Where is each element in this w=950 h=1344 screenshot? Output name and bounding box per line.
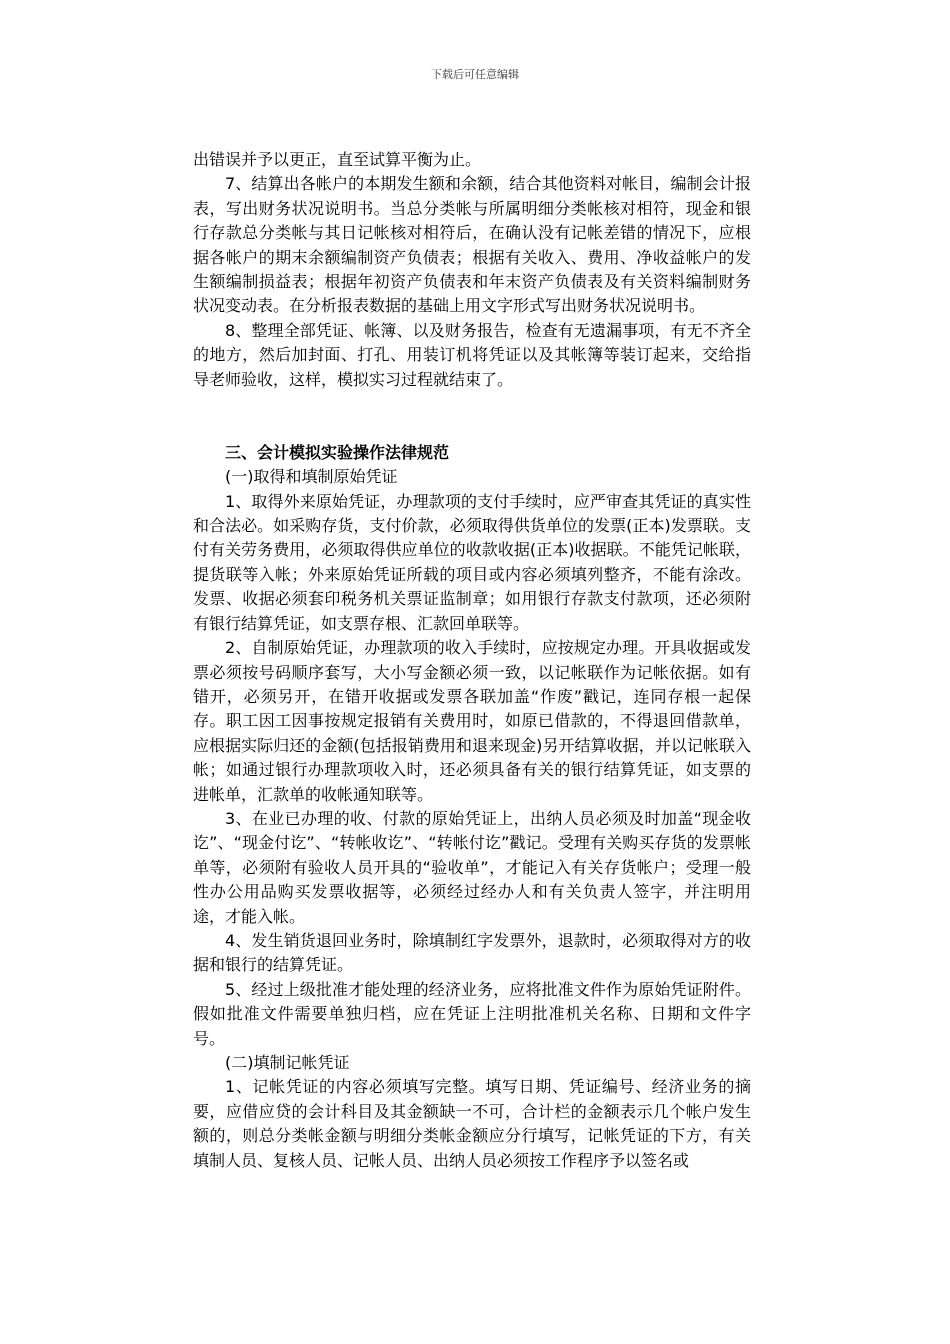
paragraph-1-4: 4、发生销货退回业务时，除填制红字发票外，退款时，必须取得对方的收据和银行的结算凭证。 (193, 930, 751, 975)
page-header-note: 下载后可任意编辑 (431, 68, 519, 81)
paragraph-item-8: 8、整理全部凭证、帐簿、以及财务报告，检查有无遗漏事项，有无不齐全的地方，然后加封面、打孔、用装订机将凭证以及其帐簿等装订起来，交给指导老师验收，这样，模拟实习过程就结束了。 (193, 320, 751, 389)
paragraph-1-5: 5、经过上级批准才能处理的经济业务，应将批准文件作为原始凭证附件。假如批准文件需要单独归档，应在凭证上注明批准机关名称、日期和文件字号。 (193, 979, 751, 1048)
paragraph-1-3: 3、在业已办理的收、付款的原始凭证上，出纳人员必须及时加盖“现金收讫”、“现金付讫”、“转帐收讫”、“转帐付讫”戳记。受理有关购买存货的发票帐单等，必须附有验收人员开具的“验收单”，才能记入有关存货帐户；受理一般性办公用品购买发票收据等，必须经过经办人和有关负责人签字，并注明用途，才能入帐。 (193, 808, 751, 926)
paragraph-continuation: 出错误并予以更正，直至试算平衡为止。 (193, 150, 482, 169)
document-body (193, 148, 751, 1173)
paragraph-1-2: 2、自制原始凭证，办理款项的收入手续时，应按规定办理。开具收据或发票必须按号码顺序套写，大小写金额必须一致，以记帐联作为记帐依据。如有错开，必须另开，在错开收据或发票各联加盖“作废”戳记，连同存根一起保存。职工因工因事按规定报销有关费用时，如原已借款的，不得退回借款单，应根据实际归还的金额(包括报销费用和退来现金)另开结算收据，并以记帐联入帐；如通过银行办理款项收入时，还必须具备有关的银行结算凭证，如支票的进帐单，汇款单的收帐通知联等。 (193, 638, 751, 804)
subsection-heading-1: (一)取得和填制原始凭证 (225, 467, 398, 487)
paragraph-2-1: 1、记帐凭证的内容必须填写完整。填写日期、凭证编号、经济业务的摘要，应借应贷的会计科目及其金额缺一不可，合计栏的金额表示几个帐户发生额的，则总分类帐金额与明细分类帐金额应分行填写，记帐凭证的下方，有关填制人员、复核人员、记帐人员、出纳人员必须按工作程序予以签名或 (193, 1077, 751, 1170)
section-heading: 三、会计模拟实验操作法律规范 (225, 442, 450, 462)
subsection-heading-2: (二)填制记帐凭证 (225, 1053, 350, 1073)
paragraph-1-1: 1、取得外来原始凭证，办理款项的支付手续时，应严审查其凭证的真实性和合法必。如采购存货，支付价款，必须取得供货单位的发票(正本)发票联。支付有关劳务费用，必须取得供应单位的收款收据(正本)收据联。不能凭记帐联，提货联等入帐；外来原始凭证所载的项目或内容必须填列整齐，不能有涂改。发票、收据必须套印税务机关票证监制章；如用银行存款支付款项，还必须附有银行结算凭证，如支票存根、汇款回单联等。 (193, 491, 751, 633)
paragraph-item-7: 7、结算出各帐户的本期发生额和余额，结合其他资料对帐目，编制会计报表，写出财务状况说明书。当总分类帐与所属明细分类帐核对相符，现金和银行存款总分类帐与其日记帐核对相符后，在确认没有记帐差错的情况下，应根据各帐户的期末余额编制资产负债表；根据有关收入、费用、净收益帐户的发生额编制损益表；根据年初资产负债表和年末资产负债表及有关资料编制财务状况变动表。在分析报表数据的基础上用文字形式写出财务状况说明书。 (193, 174, 751, 316)
